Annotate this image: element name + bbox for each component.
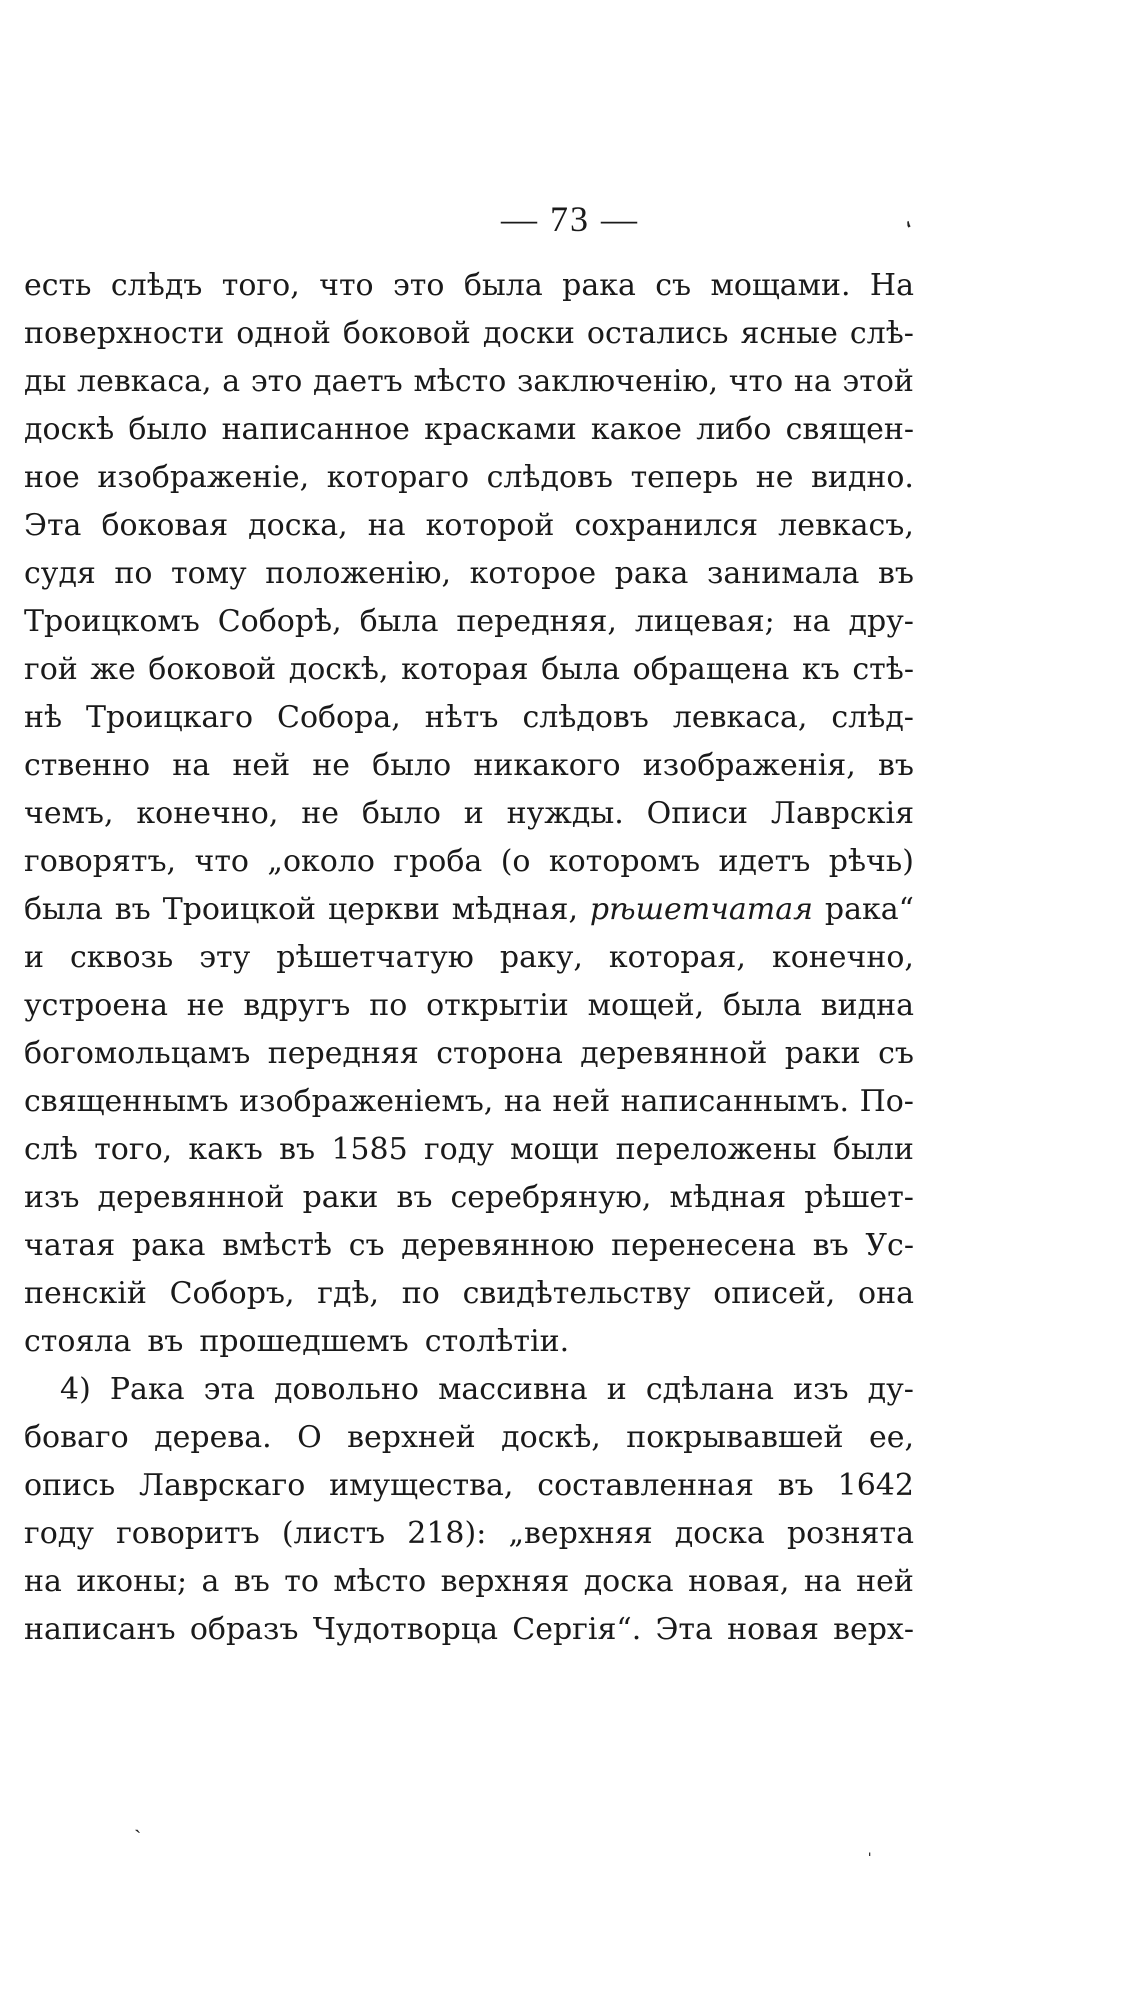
word: слѣдовъ <box>522 700 649 735</box>
word: рака <box>562 268 636 303</box>
word: что <box>319 268 374 303</box>
word: занимала <box>706 556 860 591</box>
word: въ <box>877 556 914 591</box>
word: вдругъ <box>243 988 351 1023</box>
word: священ- <box>785 412 914 447</box>
word: и <box>463 796 484 831</box>
word: левкаса, <box>77 364 212 399</box>
word: какое <box>590 412 683 447</box>
text-line <box>24 598 914 646</box>
print-speck: ˎ <box>134 1808 142 1833</box>
word: Соборъ, <box>169 1276 295 1311</box>
word: массивна <box>438 1372 588 1407</box>
text-line <box>24 1174 914 1222</box>
word: написаннымъ. <box>620 1084 850 1119</box>
word: на <box>792 604 831 639</box>
word: чемъ, <box>24 796 114 831</box>
word: въ <box>396 1180 433 1215</box>
word: раку, <box>499 940 583 975</box>
word: Лаврскія <box>770 796 914 831</box>
word: идетъ <box>718 844 811 879</box>
word: того, <box>221 268 300 303</box>
word: передняя <box>267 1036 419 1071</box>
text-line <box>24 1462 914 1510</box>
word: остались <box>586 316 729 351</box>
word: описей, <box>713 1276 836 1311</box>
word: новая <box>727 1612 819 1647</box>
word: ясные <box>740 316 838 351</box>
word: сторона <box>436 1036 563 1071</box>
word: по <box>369 988 408 1023</box>
word: никакого <box>473 748 621 783</box>
word: изображеніемъ, <box>239 1084 494 1119</box>
text-line <box>24 1030 914 1078</box>
word: съ <box>348 1228 385 1263</box>
word: изъ <box>24 1180 80 1215</box>
text-line <box>24 406 914 454</box>
word: чатая <box>24 1228 116 1263</box>
word: деревянной <box>580 1036 768 1071</box>
word: поверхности <box>24 316 225 351</box>
text-line <box>24 310 914 358</box>
word: рака <box>614 556 689 591</box>
word: судя <box>24 556 96 591</box>
word: рѣшет- <box>804 1180 914 1215</box>
word: мощей, <box>587 988 705 1023</box>
word: пенскій <box>24 1276 147 1311</box>
word: доскѣ <box>24 412 115 447</box>
print-speck: ˈ <box>866 1848 874 1873</box>
word: раки <box>784 1036 861 1071</box>
word: видно. <box>811 460 914 495</box>
word: боваго <box>24 1420 129 1455</box>
word: рознята <box>786 1516 914 1551</box>
word: теперь <box>630 460 739 495</box>
word: это <box>393 268 445 303</box>
word: которомъ <box>548 844 701 879</box>
word: мощи <box>510 1132 600 1167</box>
word: дерева. <box>154 1420 272 1455</box>
word: ее, <box>868 1420 914 1455</box>
word: изображенія, <box>642 748 856 783</box>
word: котораго <box>326 460 470 495</box>
word: изображеніе, <box>97 460 310 495</box>
word: на <box>172 748 211 783</box>
word: боковая <box>101 508 229 543</box>
word: По- <box>859 1084 914 1119</box>
word: въ <box>114 892 151 927</box>
word: написанное <box>221 412 410 447</box>
word: На <box>869 268 914 303</box>
word: Ус- <box>865 1228 914 1263</box>
word: ственно <box>24 748 151 783</box>
word: открытіи <box>426 988 569 1023</box>
word: мѣдная, <box>451 892 579 927</box>
word: деревянною <box>401 1228 595 1263</box>
text-line <box>24 1318 914 1366</box>
word: не <box>312 748 350 783</box>
word: на <box>803 1564 842 1599</box>
word: стояла <box>24 1324 132 1359</box>
word: левкасъ, <box>778 508 914 543</box>
word: сдѣлана <box>645 1372 775 1407</box>
word: ней <box>856 1564 914 1599</box>
word: была <box>463 268 543 303</box>
word: на <box>24 1564 62 1599</box>
word: доски <box>482 316 575 351</box>
word: того, <box>94 1132 173 1167</box>
page-number: — 73 — <box>501 199 639 239</box>
word: Рака <box>109 1372 185 1407</box>
text-line <box>24 982 914 1030</box>
word: положенію, <box>265 556 452 591</box>
word: сохранился <box>574 508 759 543</box>
word: свидѣтельству <box>462 1276 691 1311</box>
text-line <box>24 694 914 742</box>
word: левкаса, <box>672 700 808 735</box>
word: не <box>301 796 340 831</box>
word: деревянной <box>97 1180 285 1215</box>
word: въ <box>777 1468 814 1503</box>
word: Собора, <box>276 700 401 735</box>
word: лицевая; <box>634 604 775 639</box>
word: рака“ <box>824 892 914 927</box>
word: въ <box>233 1564 270 1599</box>
word: Чудотворца <box>312 1612 499 1647</box>
word: О <box>297 1420 322 1455</box>
word: составленная <box>537 1468 754 1503</box>
word: году <box>24 1516 94 1551</box>
word: „верхняя <box>508 1516 653 1551</box>
word: была <box>24 892 103 927</box>
word: Эта <box>24 508 82 543</box>
word: Эта <box>655 1612 713 1647</box>
word: Лаврскаго <box>139 1468 306 1503</box>
word: рѣшетчатая <box>589 892 813 927</box>
word: новая, <box>688 1564 790 1599</box>
word: мощами. <box>710 268 851 303</box>
text-line <box>24 838 914 886</box>
word: и <box>606 1372 627 1407</box>
text-line <box>24 502 914 550</box>
word: Троицкаго <box>86 700 254 735</box>
word: рака <box>131 1228 206 1263</box>
word: нѣтъ <box>424 700 499 735</box>
word: и <box>24 940 44 975</box>
word: 218): <box>407 1516 487 1551</box>
word: переложены <box>615 1132 817 1167</box>
word: было <box>361 796 441 831</box>
text-line <box>24 934 914 982</box>
word: довольно <box>274 1372 419 1407</box>
word: даетъ <box>312 364 403 399</box>
word: ды <box>24 364 67 399</box>
word: прошедшемъ <box>199 1324 409 1359</box>
word: какъ <box>188 1132 263 1167</box>
word: была <box>723 988 802 1023</box>
word: мѣсто <box>413 364 507 399</box>
word: по <box>401 1276 440 1311</box>
word: (листъ <box>281 1516 386 1551</box>
word: на <box>503 1084 542 1119</box>
word: году <box>423 1132 494 1167</box>
word: серебряную, <box>450 1180 652 1215</box>
word: 1642 <box>837 1468 914 1503</box>
word: доска, <box>248 508 348 543</box>
word: эта <box>203 1372 255 1407</box>
word: которой <box>425 508 555 543</box>
word: устроена <box>24 988 168 1023</box>
word: ное <box>24 460 80 495</box>
text-line <box>24 1078 914 1126</box>
word: говоритъ <box>116 1516 260 1551</box>
word: есть <box>24 268 92 303</box>
word: передняя, <box>456 604 617 639</box>
word: гой <box>24 652 78 687</box>
word: была <box>541 652 621 687</box>
word: то <box>284 1564 319 1599</box>
word: ней <box>552 1084 611 1119</box>
body-text <box>24 262 914 1654</box>
word: красками <box>424 412 577 447</box>
word: было <box>372 748 452 783</box>
word: рѣчь) <box>828 844 914 879</box>
word: написанъ <box>24 1612 176 1647</box>
word: дру- <box>848 604 914 639</box>
word: боковой <box>148 652 277 687</box>
word: тому <box>171 556 247 591</box>
word: что <box>194 844 249 879</box>
word: было <box>128 412 208 447</box>
word: были <box>832 1132 914 1167</box>
text-line <box>24 1366 914 1414</box>
text-line <box>24 1510 914 1558</box>
word: что <box>728 364 784 399</box>
word: слѣд- <box>831 700 914 735</box>
word: съ <box>655 268 692 303</box>
text-line <box>24 742 914 790</box>
word: Троицкой <box>162 892 317 927</box>
word: на <box>367 508 406 543</box>
word: которая <box>401 652 529 687</box>
word: ду- <box>867 1372 914 1407</box>
word: этой <box>842 364 914 399</box>
word: слѣдъ <box>110 268 203 303</box>
word: нужды. <box>506 796 624 831</box>
word: конечно, <box>136 796 279 831</box>
word: боковой <box>342 316 471 351</box>
word: гроба <box>393 844 483 879</box>
word: (о <box>500 844 531 879</box>
word: доскѣ, <box>501 1420 601 1455</box>
word: верх- <box>833 1612 914 1647</box>
word: „около <box>267 844 375 879</box>
text-line <box>24 1270 914 1318</box>
word: раки <box>302 1180 379 1215</box>
word: гдѣ, <box>317 1276 380 1311</box>
word: видна <box>820 988 914 1023</box>
word: доска <box>674 1516 765 1551</box>
word: слѣдовъ <box>486 460 614 495</box>
word: доска <box>583 1564 674 1599</box>
text-line <box>24 1606 914 1654</box>
word: говорятъ, <box>24 844 177 879</box>
word: доскѣ, <box>288 652 389 687</box>
text-line <box>24 790 914 838</box>
word: стѣ- <box>852 652 914 687</box>
word: а <box>222 364 241 399</box>
text-line <box>24 646 914 694</box>
word: образъ <box>189 1612 299 1647</box>
text-line <box>24 1558 914 1606</box>
word: въ <box>147 1324 184 1359</box>
word: на <box>793 364 832 399</box>
word: къ <box>801 652 840 687</box>
text-line <box>24 262 914 310</box>
text-line <box>24 550 914 598</box>
word: 1585 <box>331 1132 408 1167</box>
word: покрывавшей <box>626 1420 844 1455</box>
word: же <box>90 652 136 687</box>
word: столѣтіи. <box>424 1324 570 1359</box>
word: была <box>359 604 439 639</box>
text-line <box>24 886 914 934</box>
word: это <box>250 364 303 399</box>
word: Троицкомъ <box>24 604 200 639</box>
word: ней <box>232 748 291 783</box>
word: не <box>186 988 225 1023</box>
word: слѣ- <box>849 316 914 351</box>
word: рѣшетчатую <box>276 940 474 975</box>
word: священнымъ <box>24 1084 229 1119</box>
text-line <box>24 1126 914 1174</box>
word: верхняя <box>440 1564 570 1599</box>
word: она <box>858 1276 914 1311</box>
word: съ <box>878 1036 914 1071</box>
word: Соборѣ, <box>217 604 342 639</box>
text-line <box>24 1222 914 1270</box>
word: имущества, <box>329 1468 514 1503</box>
word: 4) <box>60 1372 91 1407</box>
word: церкви <box>327 892 440 927</box>
text-line <box>24 358 914 406</box>
word: верхней <box>347 1420 476 1455</box>
word: одной <box>236 316 331 351</box>
word: иконы; <box>76 1564 188 1599</box>
word: сквозь <box>70 940 174 975</box>
word: эту <box>199 940 251 975</box>
word: богомольцамъ <box>24 1036 251 1071</box>
word: мѣсто <box>333 1564 427 1599</box>
word: въ <box>812 1228 849 1263</box>
word: которая, <box>608 940 746 975</box>
word: Описи <box>646 796 749 831</box>
word: а <box>201 1564 220 1599</box>
text-line <box>24 454 914 502</box>
word: въ <box>279 1132 316 1167</box>
word: опись <box>24 1468 116 1503</box>
word: которое <box>469 556 597 591</box>
word: нѣ <box>24 700 63 735</box>
print-speck: ، <box>896 207 916 235</box>
word: перенесена <box>611 1228 797 1263</box>
word: мѣдная <box>669 1180 787 1215</box>
word: не <box>755 460 794 495</box>
word: въ <box>877 748 914 783</box>
word: обращена <box>632 652 790 687</box>
word: по <box>114 556 153 591</box>
word: Сергія“. <box>512 1612 642 1647</box>
word: заключенію, <box>517 364 719 399</box>
word: либо <box>696 412 772 447</box>
word: слѣ <box>24 1132 78 1167</box>
word: конечно, <box>771 940 914 975</box>
word: вмѣстѣ <box>222 1228 333 1263</box>
word: изъ <box>793 1372 849 1407</box>
text-line <box>24 1414 914 1462</box>
